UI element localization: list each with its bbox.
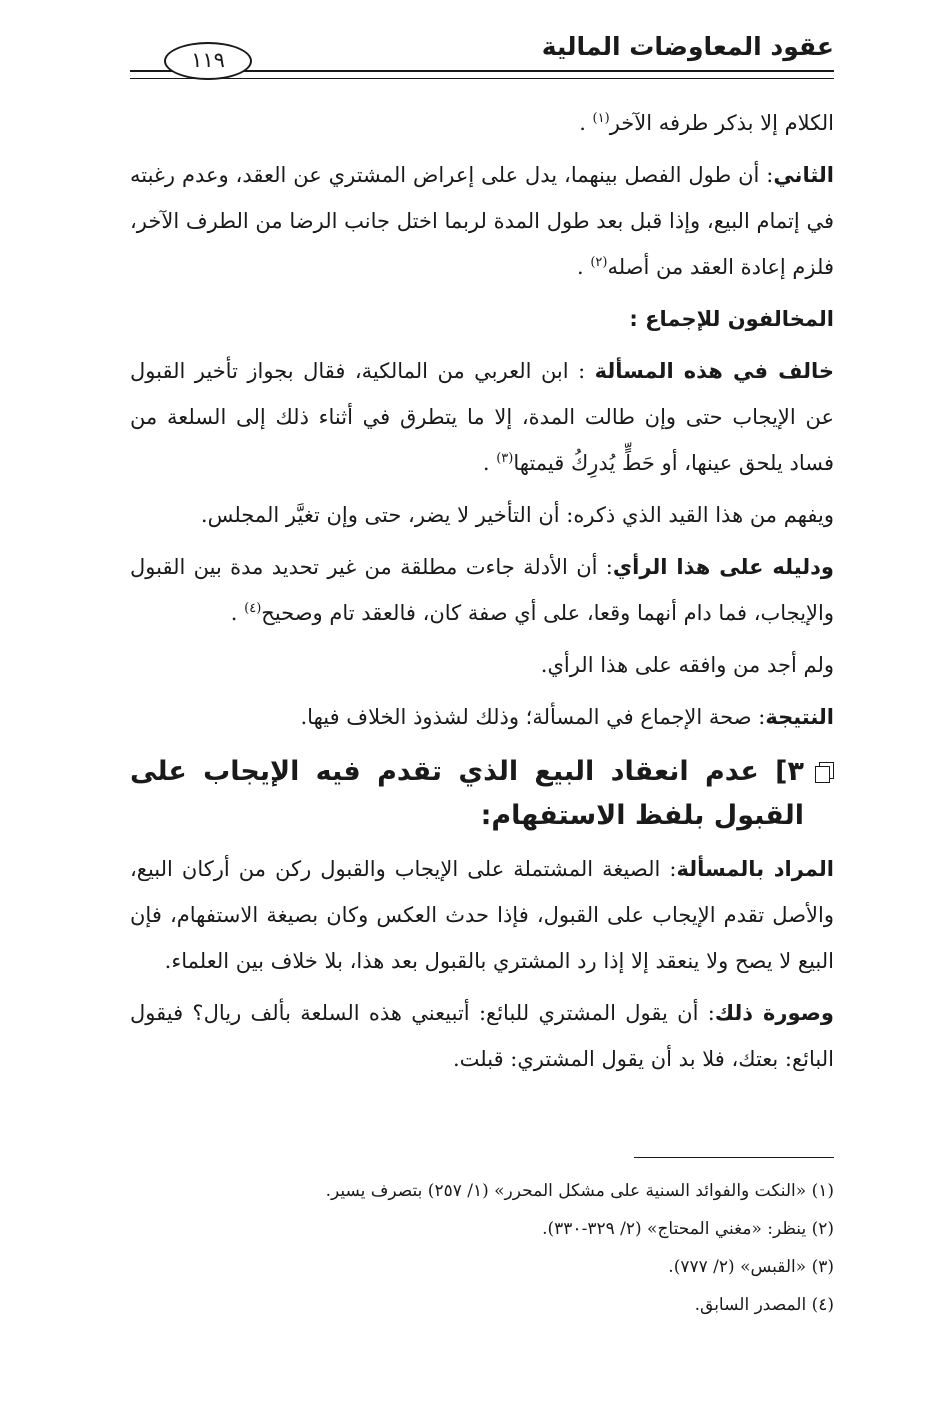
paragraph-text: ولم أجد من وافقه على هذا الرأي. <box>540 653 834 677</box>
paragraph-text: الكلام إلا بذكر طرفه الآخر <box>609 111 834 135</box>
paragraph-text: : أن الأدلة جاءت مطلقة من غير تحديد مدة بين القبول والإيجاب، فما دام أنهما وقعا، على أي صفة كان، فالعقد تام وصحيح <box>130 555 834 625</box>
footnote-1: (١) «النكت والفوائد السنية على مشكل المحرر» (١/ ٢٥٧) بتصرف يسير. <box>325 1181 834 1201</box>
term-label: ودليله على هذا الرأي <box>612 555 834 579</box>
paragraph-text: : أن يقول المشتري للبائع: أتبيعني هذه السلعة بألف ريال؟ فيقول البائع: بعتك، فلا بد أن يقول المشتري: قبلت. <box>130 1001 834 1071</box>
running-title: عقود المعاوضات المالية <box>541 32 834 61</box>
section-title: عدم انعقاد البيع الذي تقدم فيه الإيجاب على القبول بلفظ الاستفهام: <box>130 756 804 831</box>
paragraph-text: : ابن العربي من المالكية، فقال بجواز تأخير القبول عن الإيجاب حتى وإن طالت المدة، إلا ما يتطرق في أثناء ذلك إلى السلعة من فساد يلحق عينها، أو حَطٍّ يُدرِكُ قيمتها <box>130 359 834 475</box>
paragraph-8 <box>130 694 834 740</box>
paragraph-2 <box>130 152 834 290</box>
paragraph-text: : أن طول الفصل بينهما، يدل على إعراض المشتري عن العقد، وعدم رغبته في إتمام البيع، وإذا قبل بعد طول المدة لربما اختل جانب الرضا من الطرف الآخر، فلزم إعادة العقد من أصله <box>130 163 834 279</box>
subheading-label: المخالفون للإجماع : <box>629 307 834 331</box>
paragraph-text: : صحة الإجماع في المسألة؛ وذلك لشذوذ الخلاف فيها. <box>300 705 766 729</box>
paragraph-9 <box>130 846 834 984</box>
footnote-2: (٢) ينظر: «مغني المحتاج» (٢/ ٣٢٩-٣٣٠). <box>542 1219 834 1239</box>
term-label: المراد بالمسألة <box>676 857 834 881</box>
term-label: خالف في هذه المسألة <box>594 359 834 383</box>
paragraph-6 <box>130 544 834 636</box>
paragraph-text: : الصيغة المشتملة على الإيجاب والقبول ركن من أركان البيع، والأصل تقدم الإيجاب على القبول، فإذا حدث العكس وكان بصيغة الاستفهام، فإن البيع لا يصح ولا ينعقد إلا إذا رد المشتري بالقبول بعد هذا، بلا خلاف بين العلماء. <box>130 857 834 973</box>
section-heading <box>130 750 834 838</box>
paragraph-10 <box>130 990 834 1082</box>
footnote-separator <box>634 1157 834 1158</box>
footnote-ref-4[interactable]: (٤) <box>244 601 262 616</box>
paragraph-7 <box>130 642 834 688</box>
footnote-ref-3[interactable]: (٣) <box>496 451 514 466</box>
paragraph-text: ويفهم من هذا القيد الذي ذكره: أن التأخير لا يضر، حتى وإن تغيَّر المجلس. <box>200 503 834 527</box>
term-label: النتيجة <box>765 705 834 729</box>
footnote-ref-1[interactable]: (١) <box>592 111 610 126</box>
paragraph-1 <box>130 100 834 146</box>
paragraph-end: . <box>579 111 593 135</box>
paragraph-end: . <box>230 601 245 625</box>
header-rule-thin <box>130 78 834 79</box>
footnote-3: (٣) «القبس» (٢/ ٧٧٧). <box>668 1257 834 1277</box>
term-label: وصورة ذلك <box>714 1001 834 1025</box>
footnote-4: (٤) المصدر السابق. <box>694 1295 834 1315</box>
paragraph-4 <box>130 348 834 486</box>
subheading-opponents <box>130 296 834 342</box>
paragraph-5 <box>130 492 834 538</box>
paragraph-end: . <box>576 255 591 279</box>
main-text <box>130 100 834 1088</box>
term-label: الثاني <box>773 163 834 187</box>
document-icon <box>814 762 834 782</box>
page-number: ١١٩ <box>164 42 252 80</box>
section-heading-text <box>130 750 804 838</box>
page-header <box>130 28 834 88</box>
paragraph-end: . <box>482 451 497 475</box>
footnote-ref-2[interactable]: (٢) <box>590 255 608 270</box>
section-number: ٣] <box>775 756 804 787</box>
footnotes <box>130 1172 834 1324</box>
